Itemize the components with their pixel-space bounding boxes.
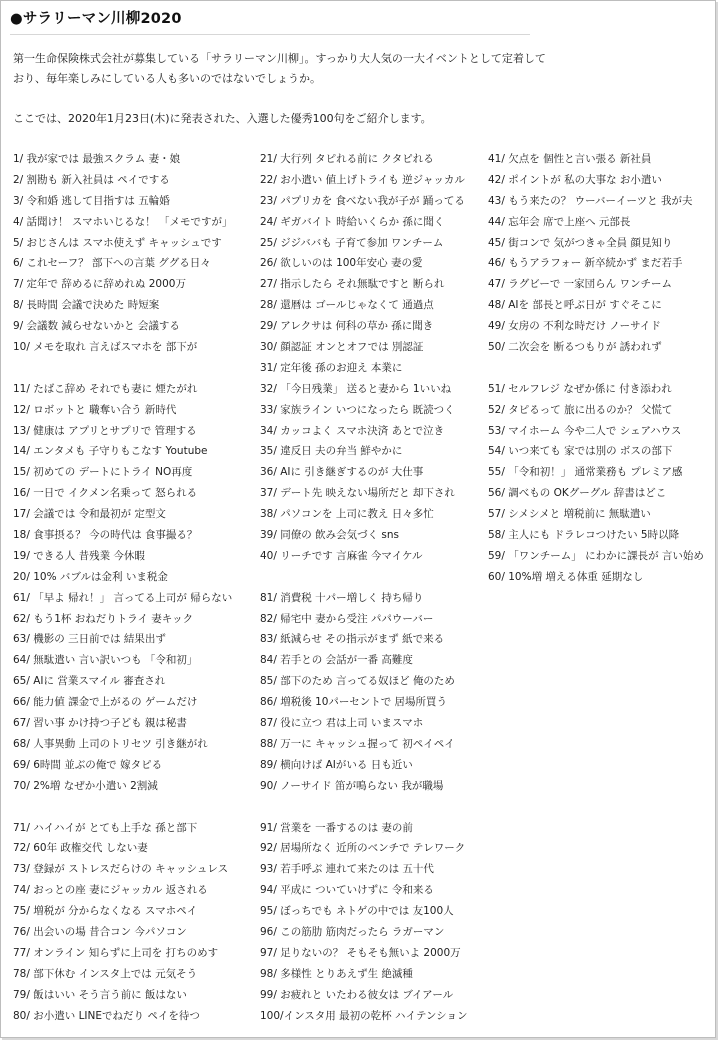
senryu-item: 31/ 定年後 孫のお迎え 本業に — [260, 361, 403, 374]
senryu-item: 65/ AIに 営業スマイル 審査され — [13, 675, 166, 688]
senryu-item: 9/ 会議数 減らせないかと 会議する — [13, 320, 180, 333]
spacer — [260, 567, 467, 588]
senryu-item: 96/ この筋肋 筋肉だったら ラガーマン — [260, 925, 445, 938]
senryu-item: 70/ 2%増 なぜか小遣い 2割減 — [13, 779, 158, 792]
senryu-item: 91/ 営業を 一番するのは 妻の前 — [260, 821, 413, 834]
senryu-item: 80/ お小遣い LINEでねだり ペイを待つ — [13, 1009, 200, 1022]
senryu-item: 76/ 出会いの場 昔合コン 今パソコン — [13, 925, 187, 938]
senryu-column-1 — [13, 149, 233, 1026]
senryu-item: 2/ 割勘も 新入社員は ペイでする — [13, 173, 170, 186]
senryu-item: 89/ 横向けば AIがいる 日も近い — [260, 758, 413, 771]
senryu-item: 1/ 我が家では 最強スクラム 妻・娘 — [13, 153, 181, 165]
senryu-item: 34/ カッコよく スマホ決済 あとで泣き — [260, 424, 445, 437]
senryu-item: 48/ AIを 部長と呼ぶ日が すぐそこに — [488, 299, 662, 312]
senryu-item: 52/ タピるって 旅に出るのか？ 父慌て — [488, 403, 673, 416]
senryu-item: 4/ 話聞け！ スマホいじるな！ 「メモですが」 — [13, 215, 233, 228]
senryu-item: 93/ 若手呼ぶ 連れて来たのは 五十代 — [260, 863, 434, 876]
senryu-item: 16/ 一日で イクメン名乗って 怒られる — [13, 487, 198, 500]
senryu-item: 97/ 足りないの？ そもそも無いよ 2000万 — [260, 946, 461, 959]
senryu-item: 77/ オンライン 知らずに上司を 打ちのめす — [13, 946, 219, 959]
senryu-item: 36/ AIに 引き継ぎするのが 大仕事 — [260, 466, 424, 479]
spacer — [13, 358, 233, 379]
intro-text — [13, 49, 546, 129]
senryu-item: 95/ ぼっちでも ネトゲの中では 友100人 — [260, 905, 454, 918]
intro-line-3: ここでは、2020年1月23日(木)に発表された、入選した優秀100句をご紹介します。 — [13, 112, 432, 125]
senryu-item: 11/ たばこ辞め それでも妻に 煙たがれ — [13, 382, 198, 395]
senryu-item: 53/ マイホーム 今や二人で シェアハウス — [488, 424, 682, 437]
senryu-item: 73/ 登録が ストレスだらけの キャッシュレス — [13, 863, 229, 876]
senryu-item: 72/ 60年 政権交代 しない妻 — [13, 842, 148, 855]
senryu-item: 85/ 部下のため 言ってる奴ほど 俺のため — [260, 675, 455, 688]
senryu-item: 74/ おっとの座 妻にジャッカル 返される — [13, 884, 208, 897]
senryu-item: 38/ パソコンを 上司に教え 日々多忙 — [260, 508, 434, 521]
senryu-item: 54/ いつ来ても 家では別の ボスの部下 — [488, 445, 673, 458]
senryu-item: 84/ 若手との 会話が一番 高難度 — [260, 654, 413, 667]
senryu-item: 41/ 欠点を 個性と言い張る 新社員 — [488, 153, 652, 165]
senryu-item: 57/ シメシメと 増税前に 無駄遣い — [488, 508, 651, 521]
page-title: ●サラリーマン川柳2020 — [10, 11, 182, 27]
senryu-item: 83/ 紙減らせ その指示がまず 紙で来る — [260, 633, 445, 646]
senryu-item: 98/ 多様性 とりあえず生 絶滅種 — [260, 967, 413, 980]
senryu-item: 78/ 部下休む インスタ上では 元気そう — [13, 967, 198, 980]
senryu-item: 69/ 6時間 並ぶの俺で 嫁タピる — [13, 758, 163, 771]
senryu-item: 50/ 二次会を 断るつもりが 誘われず — [488, 341, 662, 354]
intro-line-2: おり、毎年楽しみにしている人も多いのではないでしょうか。 — [13, 72, 321, 85]
senryu-item: 68/ 人事異動 上司のトリセツ 引き継がれ — [13, 737, 208, 750]
senryu-item: 18/ 食事摂る？ 今の時代は 食事撮る？ — [13, 529, 198, 542]
senryu-item: 67/ 習い事 かけ持つ子ども 親は秘書 — [13, 717, 187, 730]
senryu-item: 15/ 初めての デートにトライ NO再度 — [13, 466, 193, 479]
senryu-item: 32/ 「今日残業」 送ると妻から 1いいね — [260, 382, 452, 395]
senryu-item: 7/ 定年で 辞めるに辞めれぬ 2000万 — [13, 278, 186, 291]
senryu-item: 75/ 増税が 分からなくなる スマホペイ — [13, 905, 198, 918]
senryu-item: 6/ これセーフ？ 部下への言葉 ググる日々 — [13, 257, 211, 270]
senryu-item: 20/ 10% バブルは金利 いま税金 — [13, 570, 168, 583]
senryu-item: 29/ アレクサは 何科の草か 孫に聞き — [260, 320, 434, 333]
senryu-item: 47/ ラグビーで 一家団らん ワンチーム — [488, 278, 672, 291]
senryu-item: 61/ 「早よ 帰れ！」 言ってる上司が 帰らない — [13, 591, 233, 604]
senryu-item: 45/ 街コンで 気がつきゃ全員 顔見知り — [488, 236, 673, 249]
senryu-item: 40/ リーチです 言麻雀 今マイケル — [260, 549, 423, 562]
senryu-item: 94/ 平成に ついていけずに 令和来る — [260, 884, 434, 897]
senryu-item: 39/ 同僚の 飲み会気づく sns — [260, 529, 400, 542]
senryu-item: 8/ 長時間 会議で決めた 時短案 — [13, 299, 160, 312]
senryu-item: 60/ 10%増 増える体重 延期なし — [488, 570, 644, 583]
senryu-item: 100/インスタ用 最初の乾杯 ハイテンション — [260, 1009, 468, 1022]
senryu-item: 23/ パプリカを 食べない我が子が 踊ってる — [260, 194, 465, 207]
spacer — [260, 797, 467, 818]
senryu-item: 88/ 万一に キャッシュ握って 初ペイペイ — [260, 737, 455, 750]
senryu-item: 35/ 違反日 夫の弁当 鮮やかに — [260, 445, 403, 458]
senryu-item: 55/ 「令和初！」 通常業務も プレミア感 — [488, 466, 683, 479]
senryu-item: 17/ 会議では 令和最初が 定型文 — [13, 508, 166, 521]
senryu-item: 59/ 「ワンチーム」 にわかに課長が 言い始め — [488, 549, 704, 562]
senryu-item: 81/ 消費税 十パー増しく 持ち帰り — [260, 591, 424, 604]
senryu-item: 28/ 還暦は ゴールじゃなくて 通過点 — [260, 299, 434, 312]
intro-line-1: 第一生命保険株式会社が募集している「サラリーマン川柳」。すっかり大人気の一大イベントとして定着して — [13, 52, 546, 65]
senryu-item: 24/ ギガバイト 時給いくらか 孫に聞く — [260, 215, 445, 228]
senryu-item: 90/ ノーサイド 笛が鳴らない 我が職場 — [260, 779, 444, 792]
senryu-item: 10/ メモを取れ 言えばスマホを 部下が — [13, 341, 198, 354]
senryu-column-2 — [260, 149, 467, 1026]
senryu-item: 63/ 機影の 三日前では 結果出ず — [13, 633, 166, 646]
senryu-item: 19/ できる人 昔残業 今休暇 — [13, 549, 145, 562]
senryu-item: 42/ ポイントが 私の大事な お小遣い — [488, 173, 662, 186]
senryu-item: 27/ 指示したら それ無駄ですと 断られ — [260, 278, 445, 291]
senryu-item: 26/ 欲しいのは 100年安心 妻の愛 — [260, 257, 423, 270]
senryu-item: 66/ 能力値 課金で上がるの ゲームだけ — [13, 696, 198, 709]
senryu-item: 25/ ジジババも 子育て参加 ワンチーム — [260, 236, 444, 249]
senryu-item: 37/ デート先 映えない場所だと 却下され — [260, 487, 455, 500]
senryu-item: 14/ エンタメも 子守りもこなす Youtube — [13, 445, 208, 458]
spacer — [488, 358, 704, 379]
senryu-item: 30/ 顔認証 オンとオフでは 別認証 — [260, 341, 424, 354]
senryu-item: 22/ お小遣い 値上げトライも 逆ジャッカル — [260, 173, 465, 186]
senryu-item: 71/ ハイハイが とても上手な 孫と部下 — [13, 821, 198, 834]
senryu-item: 46/ もうアラフォー 新卒続かず まだ若手 — [488, 257, 683, 270]
senryu-item: 21/ 大行列 タピれる前に クタピれる — [260, 153, 434, 165]
senryu-item: 62/ もう1杯 おねだりトライ 妻キック — [13, 612, 194, 625]
senryu-item: 56/ 調べもの OKグーグル 辞書はどこ — [488, 487, 667, 500]
senryu-item: 87/ 役に立つ 君は上司 いまスマホ — [260, 717, 424, 730]
senryu-item: 99/ お疲れと いたわる彼女は ブイアール — [260, 988, 454, 1001]
spacer — [13, 797, 233, 818]
senryu-item: 49/ 女房の 不利な時だけ ノーサイド — [488, 320, 661, 333]
senryu-item: 58/ 主人にも ドラレコつけたい 5時以降 — [488, 529, 680, 542]
senryu-item: 3/ 令和婚 逃して目指すは 五輪婚 — [13, 194, 170, 207]
senryu-item: 43/ もう来たの？ ウーバーイーツと 我が夫 — [488, 194, 693, 207]
senryu-item: 5/ おじさんは スマホ使えず キャッシュです — [13, 236, 222, 249]
senryu-item: 82/ 帰宅中 妻から受注 パパウーバー — [260, 612, 434, 625]
title-divider — [10, 34, 530, 35]
senryu-item: 12/ ロボットと 職奪い合う 新時代 — [13, 403, 177, 416]
senryu-item: 13/ 健康は アプリとサプリで 管理する — [13, 424, 197, 437]
senryu-item: 64/ 無駄遣い 言い訳いつも 「令和初」 — [13, 654, 198, 667]
senryu-item: 33/ 家族ライン いつになったら 既読つく — [260, 403, 455, 416]
senryu-item: 92/ 居場所なく 近所のベンチで テレワーク — [260, 842, 466, 855]
senryu-item: 79/ 飯はいい そう言う前に 飯はない — [13, 988, 187, 1001]
senryu-item: 44/ 忘年会 席で上座へ 元部長 — [488, 215, 631, 228]
senryu-item: 51/ セルフレジ なぜか係に 付き添われ — [488, 382, 672, 395]
senryu-column-3 — [488, 149, 704, 588]
senryu-item: 86/ 増税後 10パーセントで 居場所買う — [260, 696, 448, 709]
